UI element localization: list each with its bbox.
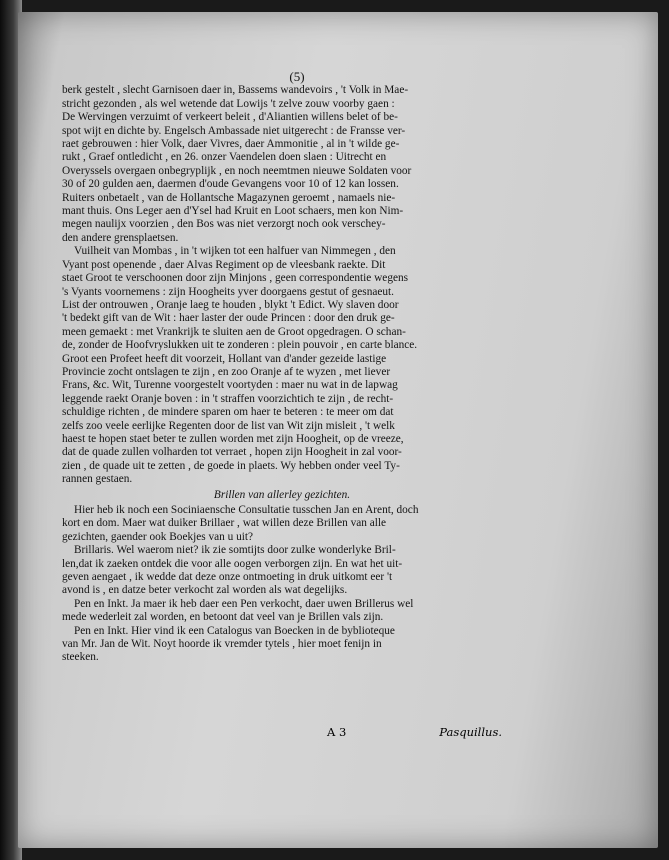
text-line: Hier heb ik noch een Sociniaensche Consultatie tusschen Jan en Arent, doch [74,504,419,516]
text-line: kort en dom. Maer wat duiker Brillaer , wat willen deze Brillen van alle [62,517,387,530]
text-line: zien , de quade uit te zetten , de goede in plaets. Wy hebben onder veel Ty- [62,459,400,472]
text-line: De Wervingen verzuimt of verkeert beleit , d'Aliantien willens belet of be- [62,111,398,124]
text-line: mede wederleit zal worden, en betoont dat veel van je Brillen vals zijn. [62,611,384,624]
paragraph-block-2 [62,504,502,665]
text-line: raet gebrouwen : hier Volk, daer Vivres, daer Ammonitie , al in 't wilde ge- [62,138,400,151]
text-line: Frans, &c. Wit, Turenne voorgestelt voortyden : maer nu wat in de lapwag [62,379,398,392]
text-line: Ruiters onbetaelt , van de Hollantsche Magazynen geroemt , namaels nie- [62,191,396,204]
text-line: staet Groot te verschoonen door zijn Minjons , geen correspondentie wegens [62,272,409,285]
text-line: berk gestelt , slecht Garnisoen daer in, Bassems wandevoirs , 't Volk in Mae- [62,84,409,97]
text-line: 't bedekt gift van de Wit : haer laster der oude Princen : door den druk ge- [62,312,395,325]
text-line: Groot een Profeet heeft dit voorzeit, Hollant van d'ander gezeide lastige [62,352,387,365]
text-line: Provincie zocht ontslagen te zijn , en zoo Oranje af te wyzen , met liever [62,365,391,378]
text-line: rukt , Graef ontledicht , en 26. onzer Vaendelen doen slaen : Uitrecht en [62,151,387,164]
catchword: Pasquillus. [439,725,502,739]
text-line: gezichten, gaender ook Boekjes van u uit? [62,530,254,543]
text-line: rannen gestaen. [62,473,133,486]
page-text [62,70,502,665]
text-line: len,dat ik zaeken ontdek die voor alle oogen verborgen zijn. En wat het uit- [62,557,403,570]
text-line: 's Vyants voornemens : zijn Hoogheits yver doorgaens gestut of gesnaeut. [62,285,394,298]
text-line: Pen en Inkt. Ja maer ik heb daer een Pen verkocht, daer uwen Brillerus wel [74,597,414,610]
signature-mark: A 3 [327,725,347,739]
text-line: megen naulijx voorzien , den Bos was niet verzorgt noch ook verschey- [62,218,386,231]
text-line: schuldige richten , de mindere sparen om haer te beteren : te meer om dat [62,406,394,419]
text-line: haest te hopen staet beter te zullen worden met zijn Hoogheit, op de vreeze, [62,432,404,445]
text-line: Brillaris. Wel waerom niet? ik zie somtijts door zulke wonderlyke Bril- [74,544,396,557]
text-line: stricht gezonden , als wel wetende dat Lowijs 't zelve zouw voorby gaen : [62,97,395,110]
text-line: meen gemaekt : met Vrankrijk te sluiten aen de Groot opgedragen. O schan- [62,325,406,338]
page-number: (5) [289,69,305,84]
text-line: den andere grensplaetsen. [62,231,179,244]
text-line: zelfs zoo veele eerlijke Regenten door de list van Wit zijn misleit , 't welk [62,419,395,432]
text-line: avond is , en datze beter verkocht zal worden als wat degelijks. [62,584,348,597]
text-line: leggende raekt Oranje boven : in 't straffen voorzichtich te zijn , de recht- [62,392,394,405]
paragraph-block-1 [62,84,502,486]
section-heading: Brillen van allerley gezichten. [213,488,351,501]
text-line: Vuilheit van Mombas , in 't wijken tot een halfuer van Nimmegen , den [74,245,396,258]
text-line: van Mr. Jan de Wit. Noyt hoorde ik vremder tytels , hier moet fenijn in [62,638,382,651]
text-line: Pen en Inkt. Hier vind ik een Catalogus van Boecken in de byblioteque [74,624,395,637]
text-line: Overyssels overgaen onbegryplijk , en noch neemtmen nieuwe Soldaten voor [62,164,412,177]
text-line: geven aengaet , ik wedde dat deze onze ontmoeting in druk uitkomt eer 't [62,571,393,584]
text-line: de, zonder de Hoofvryslukken uit te zonderen : plein pouvoir , en carte blance. [62,339,418,352]
text-line: spot wijt en dichte by. Engelsch Ambassade niet uitgerecht : de Fransse ver- [62,124,406,137]
text-line: dat de quade zullen volharden tot verraet , hopen zijn Hoogheit in zal voor- [62,446,402,459]
text-line: 30 of 20 gulden aen, daermen d'oude Gevangens voor 10 of 12 kan lossen. [62,178,399,191]
text-line: steeken. [62,651,99,664]
text-line: List der ontrouwen , Oranje laeg te houden , blykt 't Edict. Wy slaven door [62,298,399,311]
text-line: Vyant post openende , daer Alvas Regiment op de vleesbank raekte. Dit [62,258,386,271]
text-line: mant thuis. Ons Leger aen d'Ysel had Kruit en Loot schaers, men kon Nim- [62,205,404,218]
